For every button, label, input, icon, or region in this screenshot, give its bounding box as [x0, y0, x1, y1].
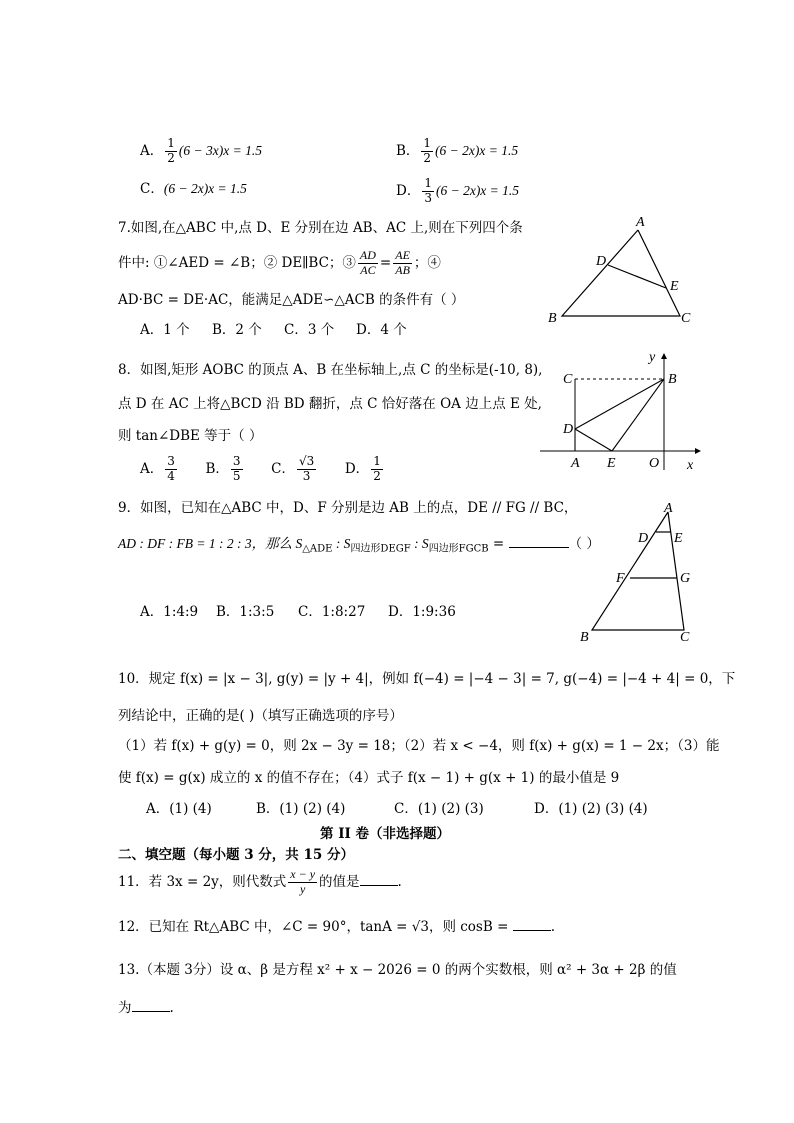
- segment-de: [575, 429, 612, 451]
- q9-figure: [570, 500, 700, 648]
- subscript: 四边形FGCB: [428, 543, 489, 555]
- label-c: C: [680, 630, 690, 645]
- q12: [118, 919, 555, 935]
- q10-line1: 10．规定 f(x) = |x − 3|, g(y) = |y + 4|，例如 f(−4) = |−4 − 3| = 7, g(−4) = |−4 + 4| = 0，下: [118, 671, 736, 687]
- answer-blank[interactable]: [513, 919, 551, 931]
- q6-option-a: [140, 137, 262, 166]
- text: : S: [410, 536, 429, 551]
- option: D．4 个: [356, 322, 407, 338]
- option-label: C．: [140, 181, 164, 197]
- text: =: [488, 536, 509, 552]
- answer-blank[interactable]: [360, 874, 398, 886]
- segment-bd: [575, 379, 664, 429]
- text: 12．已知在 Rt△ABC 中，∠C = 90°，tanA = √3，则 cosB =: [118, 919, 509, 935]
- option-label: A．: [140, 142, 164, 159]
- fraction: $\frac{3}{5}$: [232, 454, 241, 483]
- fraction: $\frac{1}{2}$: [423, 136, 432, 165]
- text: AD : DF : FB = 1 : 2 : 3，那么 S: [118, 536, 303, 551]
- text: =: [379, 254, 392, 271]
- answer-blank[interactable]: [509, 536, 569, 548]
- option-expr: (6 − 2x)x = 1.5: [163, 181, 247, 196]
- label-d: D: [563, 422, 574, 437]
- q10-line3: （1）若 f(x) + g(y) = 0，则 2x − 3y = 18；（2）若 x < −4，则 f(x) + g(x) = 1 − 2x；（3）能: [118, 738, 720, 754]
- label-e: E: [670, 279, 679, 294]
- text: : S: [332, 536, 351, 551]
- q11: [118, 868, 402, 897]
- part2-title: 第 II 卷（非选择题）: [320, 826, 451, 842]
- segment-be: [612, 379, 664, 451]
- option: C．1:8:27: [298, 604, 366, 620]
- option: A．1:4:9: [140, 604, 199, 620]
- label-b: B: [580, 630, 589, 645]
- x-arrow: [695, 448, 701, 454]
- label-e: E: [607, 456, 616, 471]
- fraction: $\frac{AE}{AB}$: [395, 248, 410, 277]
- option: D．(1) (2) (3) (4): [534, 801, 648, 817]
- fraction: $\frac{x - y}{y}$: [290, 867, 316, 896]
- option: D．1:9:36: [388, 604, 456, 620]
- q13-line2: [118, 1000, 174, 1016]
- fraction: $\frac{1}{3}$: [424, 176, 432, 205]
- option-label: D．: [396, 182, 421, 199]
- answer-blank[interactable]: [132, 1000, 170, 1012]
- label-a: A: [571, 456, 580, 471]
- option-label: C．: [271, 460, 295, 477]
- text: 件中: ①∠AED = ∠B；② DE∥BC；③: [118, 254, 356, 271]
- option-expr: (6 − 2x)x = 1.5: [435, 182, 520, 198]
- q8-line1: 8．如图,矩形 AOBC 的顶点 A、B 在坐标轴上,点 C 的坐标是(-10, 8),: [118, 362, 543, 378]
- label-d: D: [596, 254, 607, 269]
- label-y: y: [649, 350, 656, 365]
- option: C．3 个: [284, 322, 335, 338]
- text: .: [169, 1000, 174, 1016]
- q8-line3: 则 tan∠DBE 等于（ ）: [118, 428, 263, 444]
- label-o: O: [649, 456, 660, 471]
- q10-options: [146, 801, 648, 817]
- fraction: $\frac{√3}{3}$: [298, 454, 315, 483]
- y-arrow: [661, 353, 667, 359]
- q6-option-c: [140, 181, 247, 197]
- text: 为: [118, 1000, 132, 1016]
- option: B．2 个: [212, 322, 262, 338]
- q9-line2: [118, 536, 600, 556]
- fraction: $\frac{3}{4}$: [167, 454, 175, 483]
- option-label: D．: [344, 460, 370, 477]
- q10-line2: 列结论中，正确的是( )（填写正确选项的序号）: [118, 708, 403, 724]
- label-b: B: [668, 372, 677, 387]
- section-fill-in: 二、填空题（每小题 3 分，共 15 分）: [118, 847, 354, 863]
- q13-line1: 13.（本题 3分）设 α、β 是方程 x² + x − 2026 = 0 的两个实数根，则 α² + 3α + 2β 的值: [118, 962, 677, 978]
- q10-line4: 使 f(x) = g(x) 成立的 x 的值不存在；（4）式子 f(x − 1) + g(x + 1) 的最小值是 9: [118, 770, 620, 786]
- text: （ ）: [568, 536, 600, 552]
- label-a: A: [636, 215, 645, 230]
- q9-options: [140, 604, 456, 620]
- option-label: A．: [140, 460, 164, 477]
- fraction: $\frac{1}{2}$: [167, 136, 175, 165]
- q8-figure: [535, 345, 705, 475]
- option-label: B．: [396, 142, 420, 159]
- label-a: A: [664, 501, 673, 516]
- option-expr: (6 − 3x)x = 1.5: [178, 142, 262, 158]
- triangle-abc: [562, 230, 680, 316]
- q7-line1: 7.如图,在△ABC 中,点 D、E 分别在边 AB、AC 上,则在下列四个条: [118, 220, 523, 236]
- subscript: △ADE: [302, 543, 333, 555]
- option: B．(1) (2) (4): [256, 801, 346, 817]
- label-d: D: [638, 531, 649, 546]
- q7-line2: [118, 249, 441, 278]
- label-c: C: [681, 311, 691, 326]
- q6-option-d: [396, 177, 519, 206]
- label-g: G: [680, 571, 691, 586]
- option-label: B．: [205, 460, 229, 477]
- q9-line1: 9．如图，已知在△ABC 中，D、F 分别是边 AB 上的点，DE // FG // BC，: [118, 500, 578, 516]
- label-c: C: [563, 372, 573, 387]
- fraction: $\frac{1}{2}$: [373, 454, 381, 483]
- fraction: $\frac{AD}{AC}$: [359, 248, 376, 277]
- q8-line2: 点 D 在 AC 上将△BCD 沿 BD 翻折，点 C 恰好落在 OA 边上点 E 处,: [118, 396, 542, 412]
- text: 11．若 3x = 2y，则代数式: [118, 873, 287, 890]
- option: A．(1) (4): [146, 801, 212, 817]
- label-f: F: [616, 571, 625, 586]
- triangle-abc: [592, 512, 684, 630]
- label-e: E: [674, 531, 683, 546]
- q6-option-b: [396, 137, 518, 166]
- q8-options: [140, 455, 385, 484]
- option: A．1 个: [140, 322, 190, 338]
- text: .: [550, 919, 555, 935]
- option: B．1:3:5: [216, 604, 275, 620]
- option: C．(1) (2) (3): [394, 801, 484, 817]
- subscript: 四边形DEGF: [350, 543, 411, 555]
- text: ；④: [413, 254, 441, 271]
- label-b: B: [548, 311, 557, 326]
- option-expr: (6 − 2x)x = 1.5: [435, 142, 519, 158]
- text: 的值是: [319, 873, 360, 890]
- text: .: [397, 873, 402, 890]
- q7-options: [140, 322, 407, 338]
- label-x: x: [687, 458, 694, 473]
- q7-line3: AD·BC = DE·AC，能满足△ADE∽△ACB 的条件有（ ）: [118, 292, 465, 308]
- q7-figure: [540, 210, 700, 330]
